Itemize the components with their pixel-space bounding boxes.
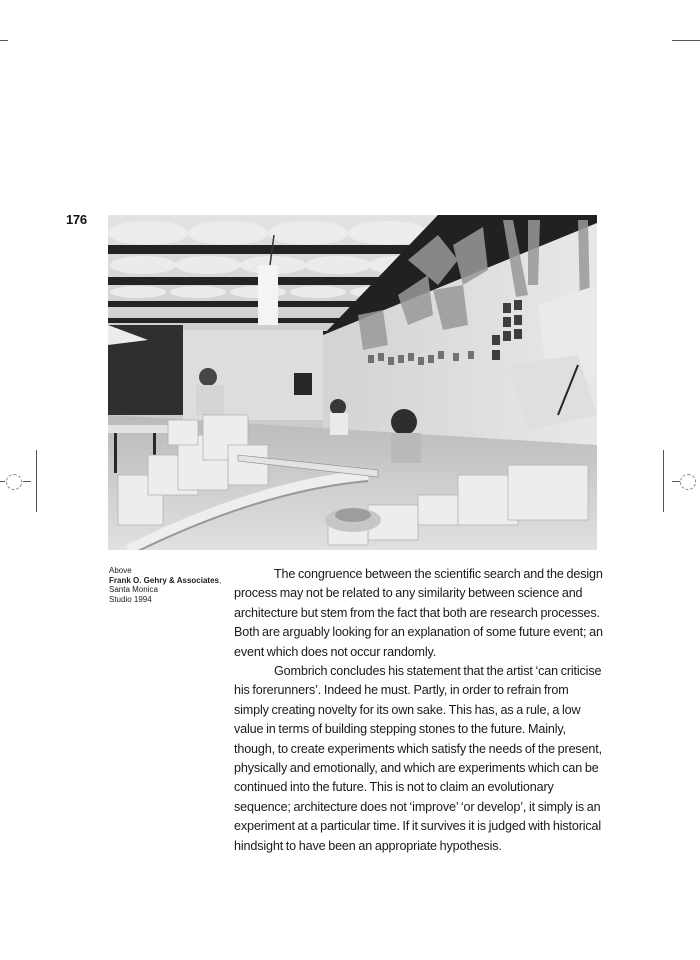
registration-mark-right (680, 474, 696, 490)
caption-label: Above (109, 566, 132, 575)
registration-mark-left (6, 474, 22, 490)
crop-mark-top-left (0, 40, 8, 41)
photo-caption (109, 566, 239, 604)
photo-illustration (108, 215, 597, 550)
caption-firm: Frank O. Gehry & Associates (109, 575, 219, 585)
page-number: 176 (66, 212, 87, 227)
caption-location: , Santa Monica (109, 575, 222, 594)
paragraph-1: The congruence between the scientific search and the design process may not be related to any similarity between science and architecture but stem from the fact that both are research processes. Both are arguably looking for an explanation of some future event; an event which does not occur randomly. (234, 567, 603, 659)
crop-mark-left-vertical (36, 450, 37, 512)
studio-photograph (108, 215, 597, 550)
paragraph-2: Gombrich concludes his statement that the artist ‘can criticise his forerunners’. Indeed he must. Partly, in order to refrain from simply creating novelty for its own sake. This has, as a rule, a low value in terms of building stepping stones to the future. Mainly, though, to create experiments which satisfy the needs of the present, physically and emotionally, and which are experiments which can be continued into the future. This is not to claim an evolutionary sequence; architecture does not ‘improve’ ‘or develop’, it simply is an experiment at a particular time. If it survives it is judged with historical hindsight to have been an appropriate hypothesis. (234, 664, 602, 853)
crop-mark-top-right (672, 40, 700, 41)
crop-mark-right-tick (672, 481, 680, 482)
body-text (234, 565, 606, 856)
caption-subject: Studio 1994 (109, 594, 152, 604)
crop-mark-right-vertical (663, 450, 664, 512)
crop-mark-left-horizontal (0, 481, 5, 482)
crop-mark-left-tick (23, 481, 31, 482)
